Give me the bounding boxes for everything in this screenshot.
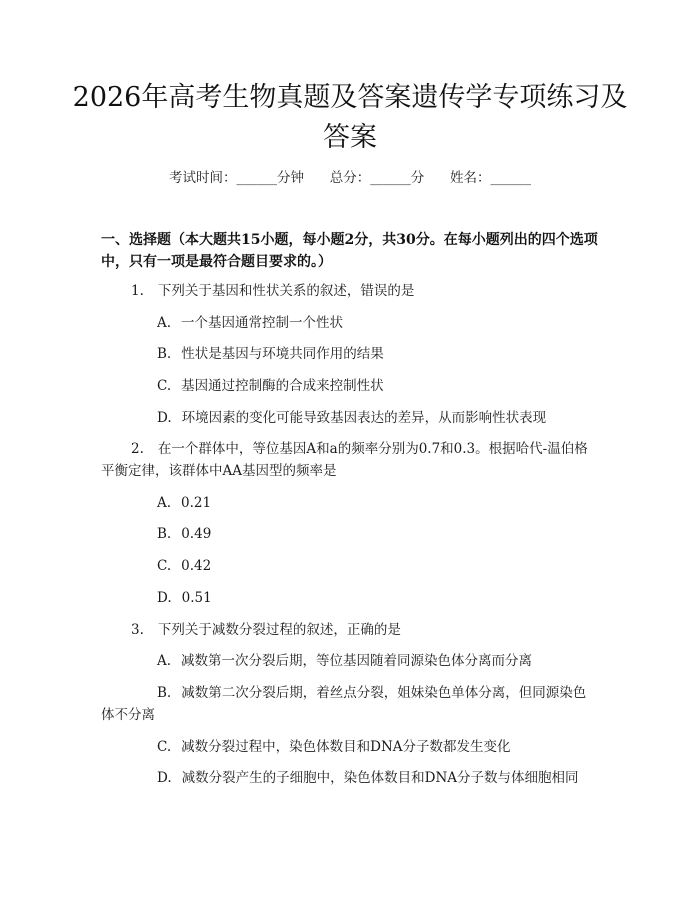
q2-option-a xyxy=(101,492,599,514)
section-heading: 一、选择题（本大题共15小题，每小题2分，共30分。在每小题列出的四个选项中，只有一项是最符合题目要求的。） xyxy=(101,232,598,270)
q1-option-c xyxy=(101,375,599,397)
option-letter: B. xyxy=(157,346,172,362)
option-text: 0.49 xyxy=(181,526,212,542)
q2-option-d xyxy=(101,587,599,609)
option-text: 性状是基因与环境共同作用的结果 xyxy=(181,346,384,362)
q1-option-b xyxy=(101,343,599,365)
question-number: 3. xyxy=(131,622,144,638)
exam-meta-line xyxy=(0,167,700,189)
option-text: 环境因素的变化可能导致基因表达的差异，从而影响性状表现 xyxy=(181,410,547,426)
option-letter: C. xyxy=(157,558,172,574)
option-letter: A. xyxy=(157,653,172,669)
question-text: 在一个群体中，等位基因A和a的频率分别为0.7和0.3。根据哈代-温伯格平衡定律，该群体中AA基因型的频率是 xyxy=(101,441,588,479)
option-text: 减数第一次分裂后期，等位基因随着同源染色体分离而分离 xyxy=(181,653,533,669)
option-text: 0.51 xyxy=(181,590,212,606)
q3-option-a xyxy=(101,650,599,672)
option-letter: D. xyxy=(157,590,172,606)
option-letter: B. xyxy=(157,526,172,542)
option-letter: D. xyxy=(157,770,172,786)
document-title: 2026年高考生物真题及答案遗传学专项练习及答案 xyxy=(72,82,628,153)
q3-option-d xyxy=(101,767,599,789)
option-letter: C. xyxy=(157,739,172,755)
q2-option-c xyxy=(101,555,599,577)
q1-option-a xyxy=(101,312,599,334)
exam-time-field: 考试时间：______分钟 xyxy=(169,170,304,186)
question-2 xyxy=(101,438,599,482)
question-text: 下列关于基因和性状关系的叙述，错误的是 xyxy=(157,283,415,299)
option-letter: D. xyxy=(157,410,172,426)
question-number: 1. xyxy=(131,283,144,299)
option-text: 基因通过控制酶的合成来控制性状 xyxy=(181,378,384,394)
option-letter: B. xyxy=(157,685,172,701)
option-text: 0.21 xyxy=(181,495,212,511)
question-1 xyxy=(101,280,599,302)
option-letter: A. xyxy=(157,315,172,331)
q2-option-b xyxy=(101,523,599,545)
total-score-field: 总分：______分 xyxy=(329,170,425,186)
option-letter: C. xyxy=(157,378,172,394)
q1-option-d xyxy=(101,407,599,429)
question-number: 2. xyxy=(131,441,144,457)
option-text: 减数第二次分裂后期，着丝点分裂，姐妹染色单体分离，但同源染色体不分离 xyxy=(101,685,587,723)
question-3 xyxy=(101,619,599,641)
student-name-field: 姓名：______ xyxy=(450,170,531,186)
option-text: 减数分裂过程中，染色体数目和DNA分子数都发生变化 xyxy=(181,739,511,755)
option-text: 一个基因通常控制一个性状 xyxy=(181,315,344,331)
option-text: 减数分裂产生的子细胞中，染色体数目和DNA分子数与体细胞相同 xyxy=(181,770,579,786)
option-text: 0.42 xyxy=(181,558,212,574)
q3-option-b xyxy=(101,682,599,726)
q3-option-c xyxy=(101,736,599,758)
question-text: 下列关于减数分裂过程的叙述，正确的是 xyxy=(157,622,401,638)
option-letter: A. xyxy=(157,495,172,511)
